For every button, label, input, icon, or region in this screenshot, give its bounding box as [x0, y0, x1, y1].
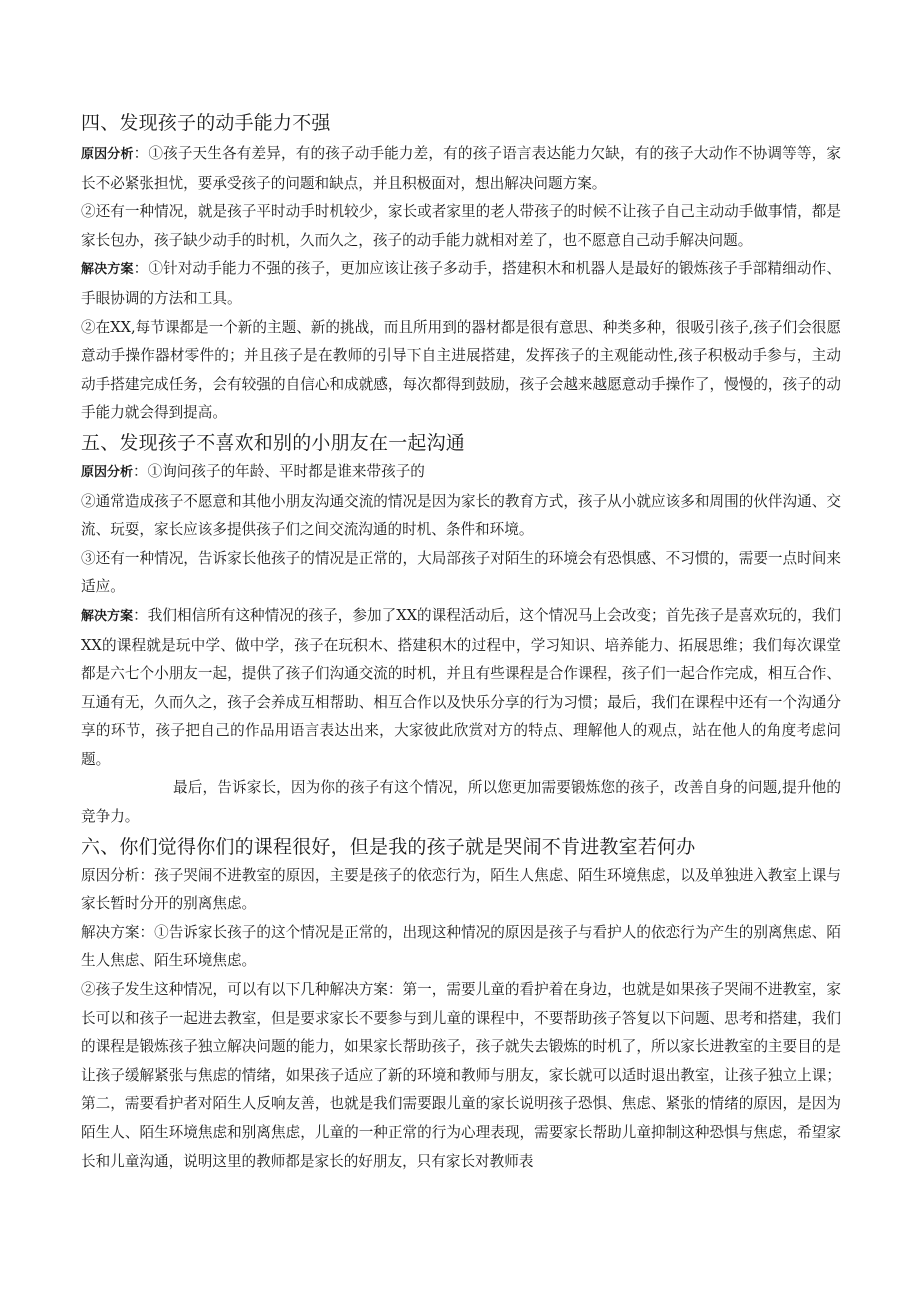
solution-label: 解决方案 — [81, 608, 134, 624]
cause-label: 原因分析 — [81, 147, 134, 162]
section-5-cause-1 — [81, 458, 841, 488]
section-6-heading: 六、你们觉得你们的课程很好，但是我的孩子就是哭闹不肯进教室若何办 — [81, 835, 696, 858]
section-4-cause-2: ②还有一种情况，就是孩子平时动手时机较少，家长或者家里的老人带孩子的时候不让孩子自己主动动手做事情，都是家长包办，孩子缺少动手的时机，久而久之，孩子的动手能力就相对差了，也不愿意自己动手解决问题。 — [81, 203, 841, 249]
cause-text: ：①询问孩子的年龄、平时都是谁来带孩子的 — [133, 462, 425, 480]
section-5-solution-1 — [81, 602, 841, 775]
solution-text: ：①针对动手能力不强的孩子，更加应该让孩子多动手，搭建积木和机器人是最好的锻炼孩子手部精细动作、手眼协调的方法和工具。 — [81, 260, 841, 307]
section-4-cause-1 — [81, 140, 841, 198]
solution-label: 解决方案 — [81, 262, 134, 278]
section-6-solution-1: 解决方案：①告诉家长孩子的这个情况是正常的，出现这种情况的原因是孩子与看护人的依恋行为产生的别离焦虑、陌生人焦虑、陌生环境焦虑。 — [81, 923, 841, 970]
section-5-cause-3: ③还有一种情况，告诉家长他孩子的情况是正常的，大局部孩子对陌生的环境会有恐惧感、不习惯的，需要一点时间来适应。 — [81, 549, 841, 596]
section-4-heading: 四、发现孩子的动手能力不强 — [81, 112, 331, 134]
section-5-heading: 五、发现孩子不喜欢和别的小朋友在一起沟通 — [81, 431, 466, 454]
solution-text: ：我们相信所有这种情况的孩子，参加了XX的课程活动后，这个情况马上会改变；首先孩子是喜欢玩的，我们XX的课程就是玩中学、做中学，孩子在玩积木、搭建积木的过程中，学习知识、培养能力、拓展思维；我们每次课堂都是六七个小朋友一起，提供了孩子们沟通交流的时机，并且有些课程是合作课程，孩子们一起合作完成，相互合作、互通有无，久而久之，孩子会养成互相帮助、相互合作以及快乐分享的行为习惯；最后，我们在课程中还有一个沟通分享的环节，孩子把自己的作品用语言表达出来，大家彼此欣赏对方的特点、理解他人的观点，站在他人的角度考虑问题。 — [81, 606, 841, 768]
cause-text: ：①孩子天生各有差异，有的孩子动手能力差，有的孩子语言表达能力欠缺，有的孩子大动作不协调等等，家长不必紧张担忧，要承受孩子的问题和缺点，并且积极面对，想出解决问题方案。 — [81, 145, 841, 192]
section-4-solution-2: ②在XX,每节课都是一个新的主题、新的挑战，而且所用到的器材都是很有意思、种类多种，很吸引孩子,孩子们会很愿意动手操作器材零件的；并且孩子是在教师的引导下自主进展搭建，发挥孩子的主观能动性,孩子积极动手参与，主动动手搭建完成任务，会有较强的自信心和成就感，每次都得到鼓励，孩子会越来越愿意动手操作了，慢慢的，孩子的动手能力就会得到提高。 — [81, 318, 841, 422]
section-5-cause-2: ②通常造成孩子不愿意和其他小朋友沟通交流的情况是因为家长的教育方式，孩子从小就应该多和周围的伙伴沟通、交流、玩耍，家长应该多提供孩子们之间交流沟通的时机、条件和环境。 — [81, 492, 841, 539]
document-body — [81, 108, 841, 1176]
cause-label: 原因分析 — [81, 464, 134, 480]
section-5-solution-2: 最后，告诉家长，因为你的孩子有这个情况，所以您更加需要锻炼您的孩子，改善自身的问题,提升他的竞争力。 — [81, 779, 841, 826]
section-6-solution-2: ②孩子发生这种情况，可以有以下几种解决方案：第一，需要儿童的看护着在身边，也就是如果孩子哭闹不进教室，家长可以和孩子一起进去教室，但是要求家长不要参与到儿童的课程中，不要帮助孩子答复以下问题、思考和搭建，我们的课程是锻炼孩子独立解决问题的能力，如果家长帮助孩子，孩子就失去锻炼的时机了，所以家长进教室的主要目的是让孩子缓解紧张与焦虑的情绪，如果孩子适应了新的环境和教师与朋友，家长就可以适时退出教室，让孩子独立上课；第二，需要看护者对陌生人反响友善，也就是我们需要跟儿童的家长说明孩子恐惧、焦虑、紧张的情绪的原因，是因为陌生人、陌生环境焦虑和别离焦虑，儿童的一种正常的行为心理表现，需要家长帮助儿童抑制这种恐惧与焦虑，希望家长和儿童沟通，说明这里的教师都是家长的好朋友，只有家长对教师表 — [81, 981, 841, 1170]
section-4-solution-1 — [81, 255, 841, 313]
section-6-cause-1: 原因分析：孩子哭闹不进教室的原因，主要是孩子的依恋行为，陌生人焦虑、陌生环境焦虑，以及单独进入教室上课与家长暂时分开的别离焦虑。 — [81, 866, 841, 913]
